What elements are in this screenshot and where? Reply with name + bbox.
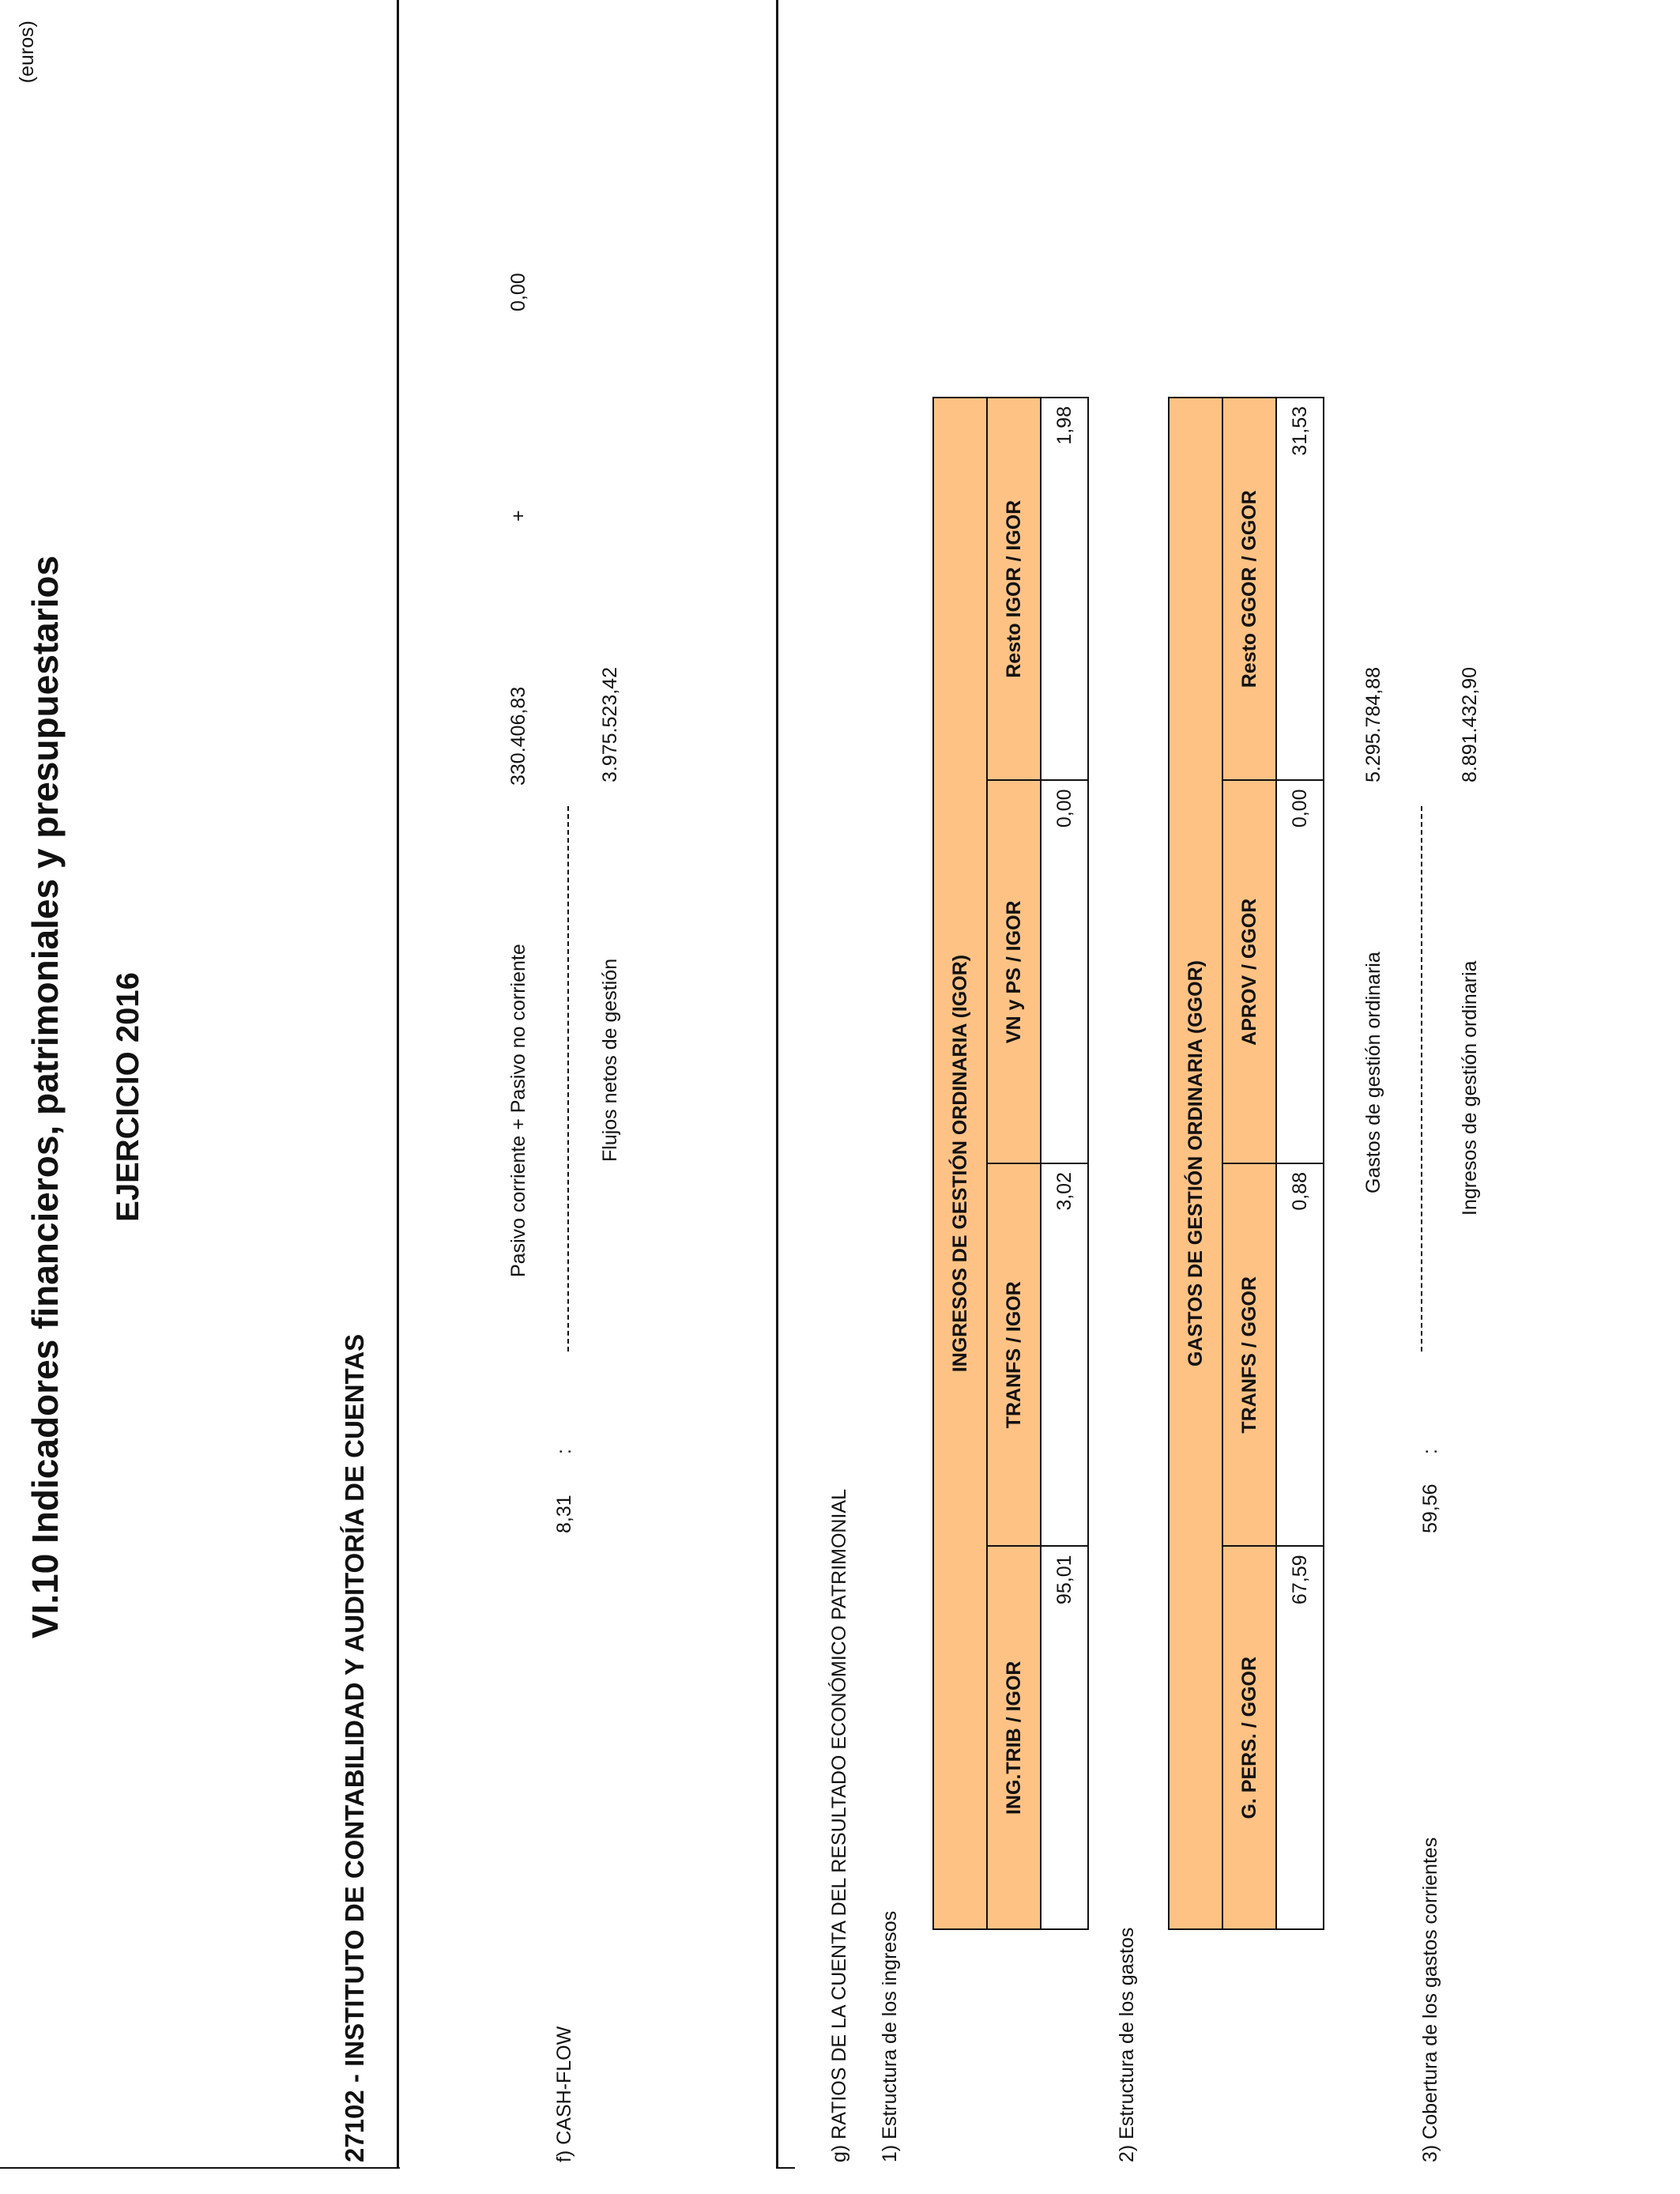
income-value-ing-trib: 95,01	[1041, 1547, 1088, 1930]
cash-flow-fraction-line	[567, 806, 569, 1351]
income-structure-table	[932, 397, 1089, 1930]
income-value-tranfs: 3,02	[1041, 1163, 1088, 1547]
income-structure-label: 1) Estructura de los ingresos	[879, 1910, 901, 2162]
income-value-vn-ps: 0,00	[1041, 781, 1088, 1164]
coverage-value: 59,56	[1419, 1483, 1441, 1533]
cash-flow-colon: :	[553, 1449, 575, 1454]
top-vertical-rule	[0, 2167, 400, 2169]
expense-value-tranfs: 0,88	[1276, 1163, 1324, 1547]
expense-header-tranfs: TRANFS / GGOR	[1222, 1163, 1276, 1547]
expense-structure-label: 2) Estructura de los gastos	[1116, 1927, 1138, 2162]
ratios-section-label: g) RATIOS DE LA CUENTA DEL RESULTADO ECONÓMICO PATRIMONIAL	[828, 1489, 850, 2162]
expense-table-title: GASTOS DE GESTIÓN ORDINARIA (GGOR)	[1169, 398, 1222, 1929]
expense-value-g-pers: 67,59	[1276, 1547, 1324, 1930]
coverage-numerator-label: Gastos de gestión ordinaria	[1362, 952, 1384, 1193]
income-header-resto: Resto IGOR / IGOR	[987, 398, 1041, 781]
expense-structure-table	[1168, 397, 1324, 1930]
currency-note: (euros)	[16, 21, 38, 84]
expense-value-resto: 31,53	[1276, 398, 1324, 781]
income-table-title: INGRESOS DE GESTIÓN ORDINARIA (IGOR)	[933, 398, 987, 1929]
cash-flow-label: f) CASH-FLOW	[553, 2026, 575, 2162]
income-header-vn-ps: VN y PS / IGOR	[987, 781, 1041, 1164]
income-header-tranfs: TRANFS / IGOR	[987, 1163, 1041, 1547]
report-title: VI.10 Indicadores financieros, patrimoniales y presupuestarios	[24, 555, 66, 1639]
expense-header-resto: Resto GGOR / GGOR	[1222, 398, 1276, 781]
expense-header-aprov: APROV / GGOR	[1222, 781, 1276, 1164]
coverage-colon: :	[1419, 1449, 1441, 1454]
top-vertical-rule-2	[778, 2167, 795, 2169]
section-divider	[776, 0, 778, 2169]
cash-flow-numerator-label: Pasivo corriente + Pasivo no corriente	[507, 944, 529, 1277]
coverage-numerator-value: 5.295.784,88	[1362, 667, 1384, 782]
coverage-denominator-label: Ingresos de gestión ordinaria	[1459, 960, 1481, 1216]
entity-heading: 27102 - INSTITUTO DE CONTABILIDAD Y AUDITORÍA DE CUENTAS	[340, 1333, 369, 2162]
cash-flow-value: 8,31	[553, 1495, 575, 1533]
expense-value-aprov: 0,00	[1276, 781, 1324, 1164]
cash-flow-denominator-value: 3.975.523,42	[599, 667, 621, 782]
cash-flow-numerator-value-1: 330.406,83	[507, 686, 529, 786]
expense-header-g-pers: G. PERS. / GGOR	[1222, 1547, 1276, 1930]
cash-flow-plus: +	[507, 510, 529, 522]
income-value-resto: 1,98	[1041, 398, 1088, 781]
coverage-fraction-line	[1421, 806, 1422, 1351]
fiscal-year-title: EJERCICIO 2016	[111, 972, 145, 1222]
income-header-ing-trib: ING.TRIB / IGOR	[987, 1547, 1041, 1930]
coverage-denominator-value: 8.891.432,90	[1459, 667, 1481, 782]
cash-flow-denominator-label: Flujos netos de gestión	[599, 958, 621, 1162]
coverage-label: 3) Cobertura de los gastos corrientes	[1419, 1837, 1441, 2162]
cash-flow-numerator-value-2: 0,00	[507, 273, 529, 311]
entity-underline	[397, 0, 399, 2169]
